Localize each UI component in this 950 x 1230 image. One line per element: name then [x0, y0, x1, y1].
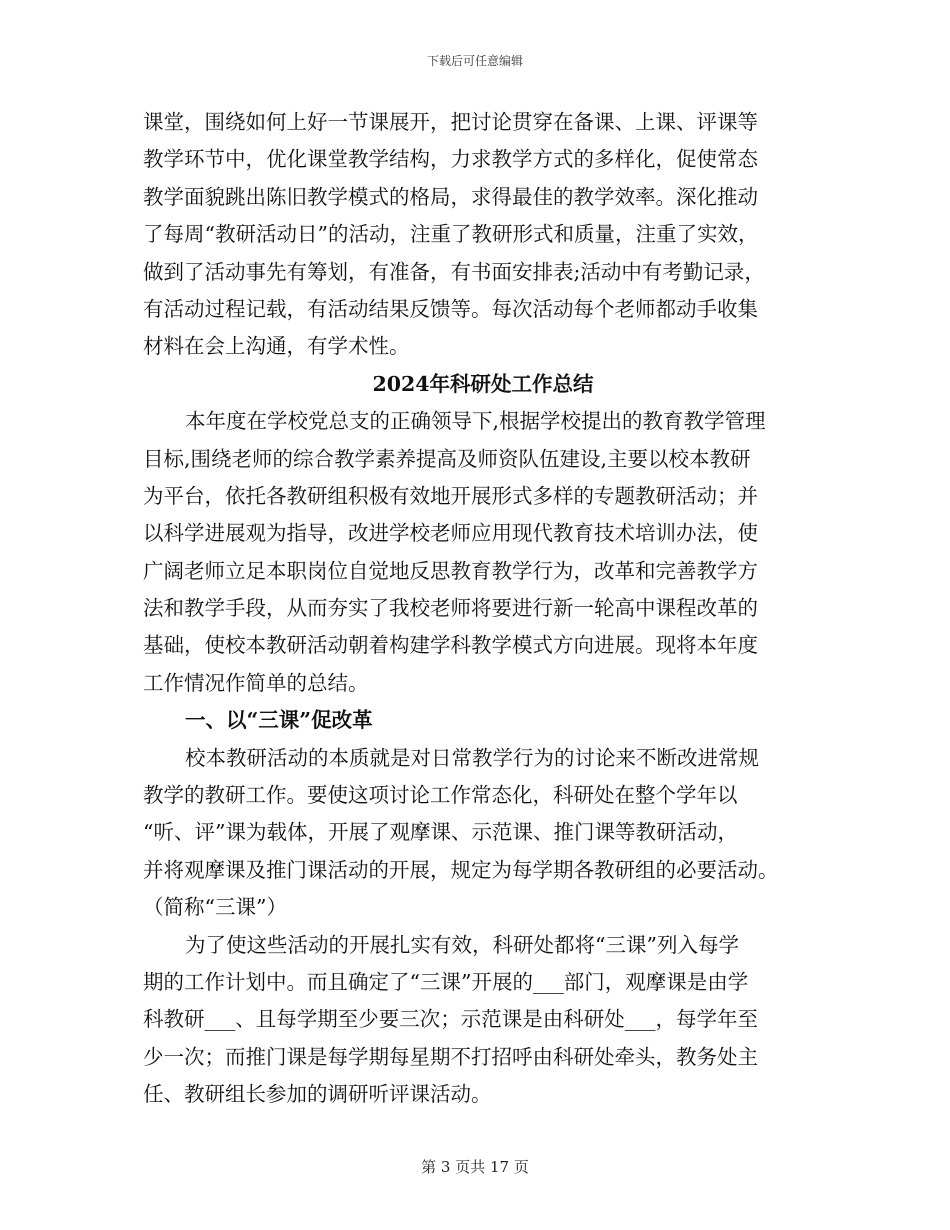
text-line: （简称“三课”）	[143, 895, 287, 920]
text-line: 课堂，围绕如何上好一节课展开，把讨论贯穿在备课、上课、评课等	[143, 110, 758, 134]
page-header: 下载后可任意编辑	[426, 54, 523, 68]
text-line: 以科学进展观为指导，改进学校老师应用现代教育技术培训办法，使	[143, 521, 758, 546]
text-line: 法和教学手段，从而夯实了我校老师将要进行新一轮高中课程改革的	[143, 596, 758, 621]
text-line: 教学环节中，优化课堂教学结构，力求教学方式的多样化，促使常态	[143, 147, 758, 172]
text-line: 教学面貌跳出陈旧教学模式的格局，求得最佳的教学效率。深化推动	[143, 184, 758, 209]
section-heading: 一、以“三课”促改革	[185, 708, 373, 733]
text-line: 教学的教研工作。要使这项讨论工作常态化，科研处在整个学年以	[143, 783, 738, 808]
text-line: 少一次；而推门课是每学期每星期不打招呼由科研处牵头，教务处主	[143, 1044, 758, 1069]
text-line: 任、教研组长参加的调研听评课活动。	[143, 1082, 492, 1107]
text-line: 为平台，依托各教研组积极有效地开展形式多样的专题教研活动；并	[143, 483, 758, 508]
text-line: 工作情况作简单的总结。	[143, 670, 369, 695]
text-line: 期的工作计划中。而且确定了“三课”开展的___部门，观摩课是由学	[143, 969, 749, 994]
text-line: 本年度在学校党总支的正确领导下,根据学校提出的教育教学管理	[185, 409, 766, 434]
text-line: 校本教研活动的本质就是对日常教学行为的讨论来不断改进常规	[185, 745, 759, 770]
text-line: 科教研___、且每学期至少要三次；示范课是由科研处___，每学年至	[143, 1007, 758, 1032]
text-line: 并将观摩课及推门课活动的开展，规定为每学期各教研组的必要活动。	[143, 857, 779, 882]
page-footer: 第 3 页共 17 页	[421, 1158, 529, 1176]
document-title: 2024年科研处工作总结	[372, 371, 594, 396]
document-body	[143, 104, 823, 1114]
text-line: 有活动过程记载，有活动结果反馈等。每次活动每个老师都动手收集	[143, 296, 758, 321]
text-line: 了每周“教研活动日”的活动，注重了教研形式和质量，注重了实效，	[143, 222, 759, 247]
text-line: 材料在会上沟通，有学术性。	[143, 334, 410, 359]
text-line: “听、评”课为载体，开展了观摩课、示范课、推门课等教研活动，	[143, 820, 738, 845]
text-line: 基础，使校本教研活动朝着构建学科教学模式方向进展。现将本年度	[143, 633, 758, 658]
text-line: 为了使这些活动的开展扎实有效，科研处都将“三课”列入每学	[185, 932, 739, 957]
text-line: 做到了活动事先有筹划，有准备，有书面安排表;活动中有考勤记录，	[143, 259, 765, 284]
text-line: 目标,围绕老师的综合教学素养提高及师资队伍建设,主要以校本教研	[143, 446, 751, 471]
text-line: 广阔老师立足本职岗位自觉地反思教育教学行为，改革和完善教学方	[143, 558, 758, 583]
